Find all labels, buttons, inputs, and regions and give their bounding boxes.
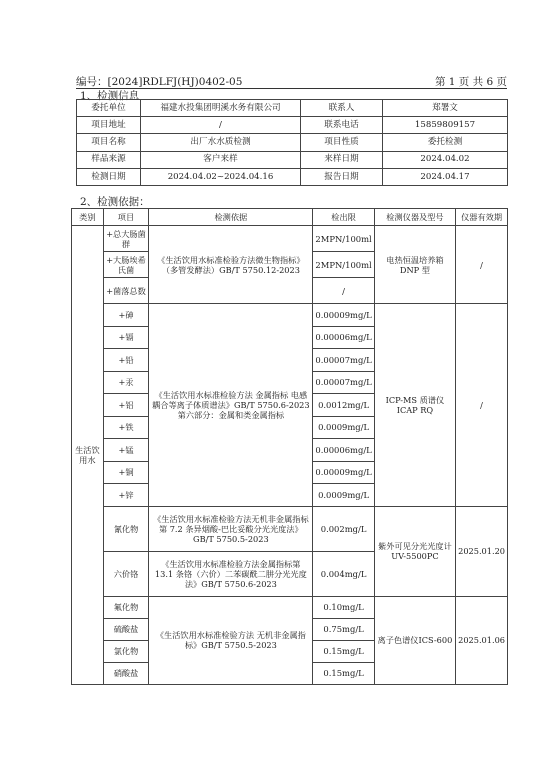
limit-cell: 0.00006mg/L — [313, 326, 374, 349]
table-row — [72, 506, 508, 551]
item-cell: 硝酸盐 — [103, 662, 149, 684]
info-label: 报告日期 — [301, 168, 383, 185]
instrument-cell: 离子色谱仪ICS-600 — [374, 596, 455, 684]
validity-cell: 2025.01.06 — [456, 596, 508, 684]
limit-cell: 0.15mg/L — [313, 640, 374, 662]
info-row — [77, 151, 508, 168]
item-cell: +铅 — [103, 349, 149, 372]
section-1-title: 1、检测信息 — [80, 90, 140, 102]
info-value: 出厂水水质检测 — [141, 134, 301, 151]
table-row — [72, 226, 508, 252]
basis-cell: 《生活饮用水标准检验方法无机非金属指标 第 7.2 条异烟酸-巴比妥酸分光光度法》GB/T 5750.5-2023 — [149, 506, 313, 551]
instrument-cell: 电热恒温培养箱DNP 型 — [374, 226, 455, 304]
info-label: 检测日期 — [77, 168, 141, 185]
item-cell: +砷 — [103, 304, 149, 327]
limit-cell: / — [313, 278, 374, 304]
col-header: 检测依据 — [149, 209, 313, 226]
info-value: 2024.04.02~2024.04.16 — [141, 168, 301, 185]
info-value: 2024.04.02 — [383, 151, 508, 168]
limit-cell: 2MPN/100ml — [313, 226, 374, 252]
item-cell: 六价铬 — [103, 551, 149, 596]
limit-cell: 0.00007mg/L — [313, 349, 374, 372]
info-label: 联系人 — [301, 100, 383, 117]
limit-cell: 0.00006mg/L — [313, 439, 374, 462]
item-cell: 氰化物 — [103, 506, 149, 551]
info-label: 项目名称 — [77, 134, 141, 151]
info-table — [76, 99, 508, 186]
limit-cell: 2MPN/100ml — [313, 252, 374, 278]
item-cell: +大肠埃希氏菌 — [103, 252, 149, 278]
info-label: 项目地址 — [77, 117, 141, 134]
info-label: 委托单位 — [77, 100, 141, 117]
table-row — [72, 596, 508, 618]
item-cell: 氯化物 — [103, 640, 149, 662]
item-cell: +总大肠菌群 — [103, 226, 149, 252]
limit-cell: 0.15mg/L — [313, 662, 374, 684]
info-value: / — [141, 117, 301, 134]
item-cell: +铝 — [103, 394, 149, 417]
report-number: 编号：[2024]RDLFJ(HJ)0402-05 — [76, 76, 243, 88]
limit-cell: 0.75mg/L — [313, 618, 374, 640]
info-value: 15859809157 — [383, 117, 508, 134]
limit-cell: 0.00009mg/L — [313, 461, 374, 484]
item-cell: +汞 — [103, 371, 149, 394]
limit-cell: 0.0009mg/L — [313, 416, 374, 439]
validity-cell: / — [456, 226, 508, 304]
item-cell: 硫酸盐 — [103, 618, 149, 640]
limit-cell: 0.002mg/L — [313, 506, 374, 551]
basis-cell: 《生活饮用水标准检验方法 无机非金属指标》GB/T 5750.5-2023 — [149, 596, 313, 684]
validity-cell: 2025.01.20 — [456, 506, 508, 596]
basis-cell: 《生活饮用水标准检验方法微生物指标》（多管发酵法）GB/T 5750.12-2023 — [149, 226, 313, 304]
limit-cell: 0.0009mg/L — [313, 484, 374, 507]
col-header: 仪器有效期 — [456, 209, 508, 226]
info-label: 来样日期 — [301, 151, 383, 168]
category-cell: 生活饮用水 — [72, 226, 104, 685]
limit-cell: 0.004mg/L — [313, 551, 374, 596]
section-2-title: 2、检测依据： — [80, 196, 150, 208]
limit-cell: 0.00009mg/L — [313, 304, 374, 327]
method-table — [71, 208, 508, 685]
info-label: 样品来源 — [77, 151, 141, 168]
limit-cell: 0.00007mg/L — [313, 371, 374, 394]
instrument-cell: ICP-MS 质谱仪ICAP RQ — [374, 304, 455, 507]
info-label: 联系电话 — [301, 117, 383, 134]
info-value: 委托检测 — [383, 134, 508, 151]
info-row — [77, 117, 508, 134]
method-header-row — [72, 209, 508, 226]
info-value: 福建水投集团明溪水务有限公司 — [141, 100, 301, 117]
header-rule — [76, 88, 507, 89]
col-header: 检出限 — [313, 209, 374, 226]
item-cell: +菌落总数 — [103, 278, 149, 304]
page-indicator: 第 1 页 共 6 页 — [434, 76, 507, 88]
info-value: 客户来样 — [141, 151, 301, 168]
basis-cell: 《生活饮用水标准检验方法金属指标第 13.1 条铬（六价）二苯碳酰二肼分光光度法》GB/T 5750.6-2023 — [149, 551, 313, 596]
instrument-cell: 紫外可见分光光度计 UV-5500PC — [374, 506, 455, 596]
col-header: 项目 — [103, 209, 149, 226]
info-row — [77, 100, 508, 117]
validity-cell: / — [456, 304, 508, 507]
item-cell: +镉 — [103, 326, 149, 349]
item-cell: 氟化物 — [103, 596, 149, 618]
item-cell: +锰 — [103, 439, 149, 462]
item-cell: +锌 — [103, 484, 149, 507]
info-value: 2024.04.17 — [383, 168, 508, 185]
table-row — [72, 304, 508, 327]
limit-cell: 0.10mg/L — [313, 596, 374, 618]
info-label: 项目性质 — [301, 134, 383, 151]
limit-cell: 0.0012mg/L — [313, 394, 374, 417]
info-row — [77, 134, 508, 151]
col-header: 检测仪器及型号 — [374, 209, 455, 226]
basis-cell: 《生活饮用水标准检验方法 金属指标 电感耦合等离子体质谱法》GB/T 5750.6-2023 第六部分：金属和类金属指标 — [149, 304, 313, 507]
item-cell: +铜 — [103, 461, 149, 484]
info-row — [77, 168, 508, 185]
item-cell: +铁 — [103, 416, 149, 439]
info-value: 郑署文 — [383, 100, 508, 117]
report-header — [76, 74, 507, 88]
col-header: 类别 — [72, 209, 104, 226]
